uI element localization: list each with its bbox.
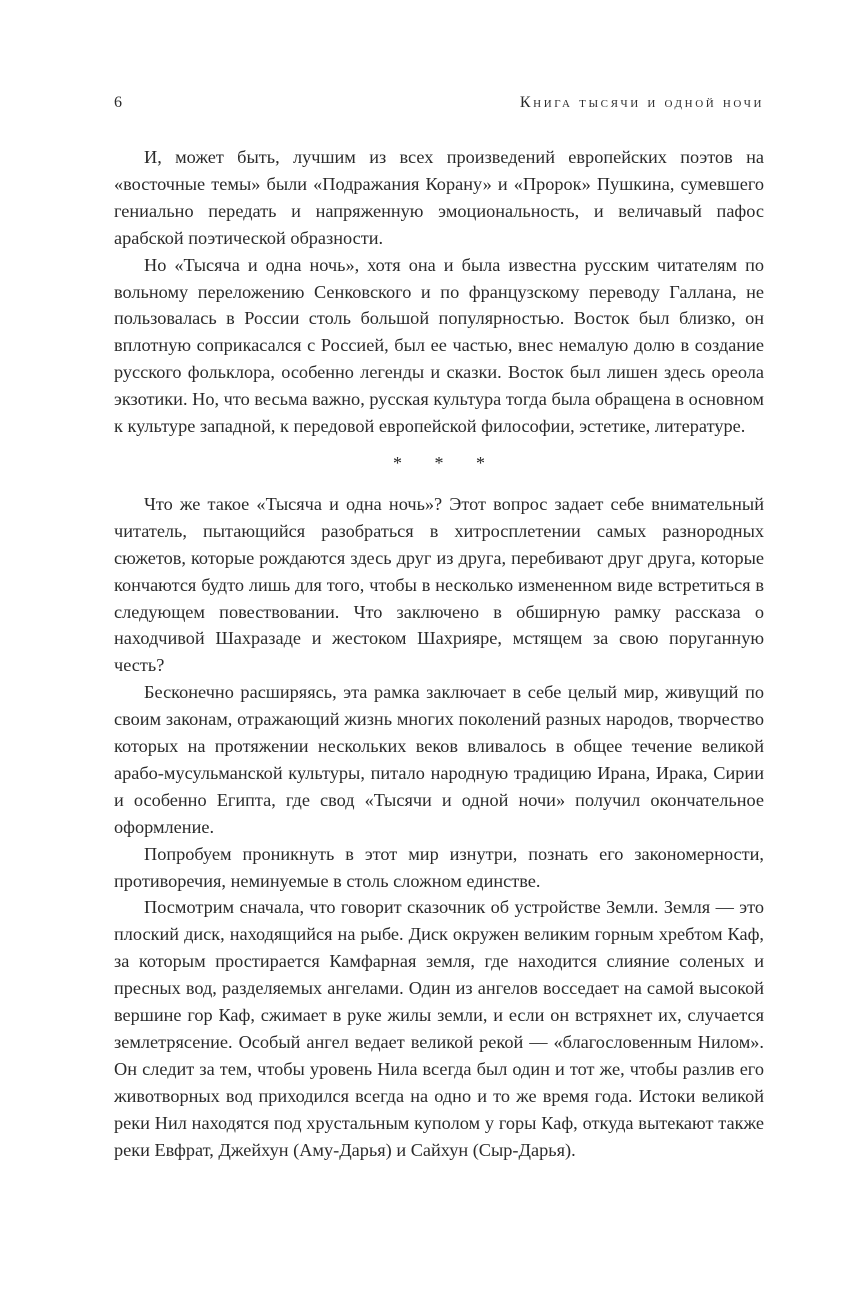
paragraph: Попробуем проникнуть в этот мир изнутри, познать его закономерности, противоречия, неминуемые в столь сложном единстве. <box>114 843 764 891</box>
running-title: Книга тысячи и одной ночи <box>519 94 764 111</box>
page-number: 6 <box>114 94 122 111</box>
paragraph: Бесконечно расширяясь, эта рамка заключает в себе целый мир, живущий по своим законам, отражающий жизнь многих поколений разных народов, творчество которых на протяжении нескольких веков вливалось в общее течение великой арабо-мусульманской культуры, питало народную традицию Ирана, Ирака, Сирии и особенно Египта, где свод «Тысячи и одной ночи» получил окончательное оформление. <box>114 682 764 837</box>
section-separator: * * * <box>393 452 499 473</box>
body-text <box>114 144 764 1164</box>
running-head <box>114 94 764 120</box>
paragraph: Но «Тысяча и одна ночь», хотя она и была известна русским читателям по вольному переложению Сенковского и по французскому переводу Галлана, не пользовалась в России столь большой популярностью. Восток был близко, он вплотную соприкасался с Россией, был ее частью, внес немалую долю в создание русского фольклора, особенно легенды и сказки. Восток был лишен здесь ореола экзотики. Но, что весьма важно, русская культура тогда была обращена в основном к культуре западной, к передовой европейской философии, эстетике, литературе. <box>114 254 764 437</box>
paragraph: Посмотрим сначала, что говорит сказочник об устройстве Земли. Земля — это плоский диск, находящийся на рыбе. Диск окружен великим горным хребтом Каф, за которым простирается Камфарная земля, где находится слияние соленых и пресных вод, разделяемых ангелами. Один из ангелов восседает на самой высокой вершине гор Каф, сжимает в руке жилы земли, и если он встряхнет их, случается землетрясение. Особый ангел ведает великой рекой — «благословенным Нилом». Он следит за тем, чтобы уровень Нила всегда был один и тот же, чтобы разлив его животворных вод приходился всегда на одно и то же время года. Истоки великой реки Нил находятся под хрустальным куполом у горы Каф, откуда вытекают также реки Евфрат, Джейхун (Аму-Дарья) и Сайхун (Сыр-Дарья). <box>114 897 764 1160</box>
paragraph: И, может быть, лучшим из всех произведений европейских поэтов на «восточные темы» были «Подражания Корану» и «Пророк» Пушкина, сумевшего гениально передать и напряженную эмоциональность, и величавый пафос арабской поэтической образности. <box>114 147 764 248</box>
paragraph: Что же такое «Тысяча и одна ночь»? Этот вопрос задает себе внимательный читатель, пытающийся разобраться в хитросплетении самых разнородных сюжетов, которые рождаются здесь друг из друга, перебивают друг друга, которые кончаются будто лишь для того, чтобы в несколько измененном виде встретиться в следующем повествовании. Что заключено в обширную рамку рассказа о находчивой Шахразаде и жестоком Шахрияре, мстящем за свою поруганную честь? <box>114 493 764 676</box>
